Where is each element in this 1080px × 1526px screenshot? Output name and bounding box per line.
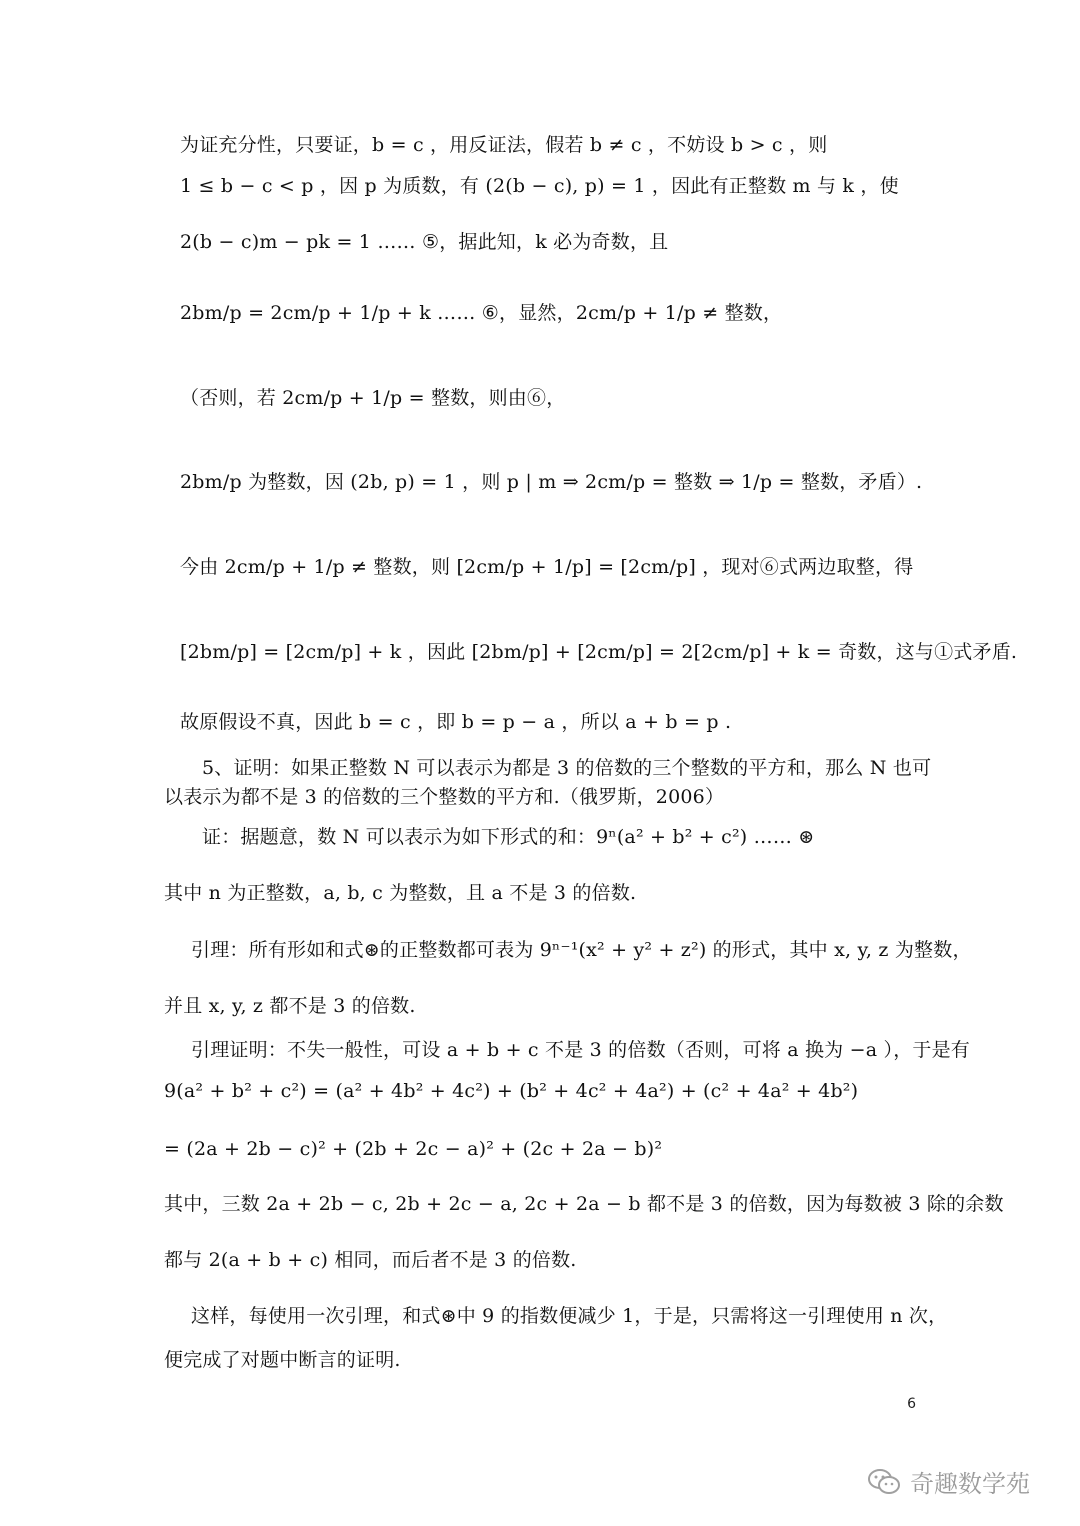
equation-line: [2bm/p] = [2cm/p] + k ，因此 [2bm/p] + [2cm/p] = 2[2cm/p] + k = 奇数，这与①式矛盾.	[180, 641, 1018, 663]
text-line: 1 ≤ b − c < p ，因 p 为质数，有 (2(b − c), p) = 1 ，因此有正整数 m 与 k ，使	[180, 175, 899, 197]
text-line: 为证充分性，只要证，b = c ，用反证法，假若 b ≠ c ，不妨设 b > c ，则	[180, 134, 828, 156]
text-line: 引理证明：不失一般性，可设 a + b + c 不是 3 的倍数（否则，可将 a 换为 −a ），于是有	[191, 1039, 971, 1061]
equation-line: 9(a² + b² + c²) = (a² + 4b² + 4c²) + (b² + 4c² + 4a²) + (c² + 4a² + 4b²)	[164, 1080, 859, 1102]
text-line: 其中，三数 2a + 2b − c, 2b + 2c − a, 2c + 2a − b 都不是 3 的倍数，因为每数被 3 除的余数	[164, 1193, 1004, 1215]
equation-line: = (2a + 2b − c)² + (2b + 2c − a)² + (2c + 2a − b)²	[164, 1138, 663, 1160]
text-line: 2(b − c)m − pk = 1 …… ⑤，据此知，k 必为奇数，且	[180, 231, 669, 253]
problem-statement: 以表示为都不是 3 的倍数的三个整数的平方和.（俄罗斯，2006）	[164, 786, 725, 808]
text-line: 这样，每使用一次引理，和式⊛中 9 的指数便减少 1，于是，只需将这一引理使用 n 次，	[191, 1305, 948, 1327]
problem-statement: 5、证明：如果正整数 N 可以表示为都是 3 的倍数的三个整数的平方和，那么 N 也可	[202, 757, 932, 779]
text-line: 证：据题意，数 N 可以表示为如下形式的和：9ⁿ(a² + b² + c²) …… ⊛	[202, 826, 815, 848]
equation-line: 2bm/p = 2cm/p + 1/p + k …… ⑥，显然，2cm/p + 1/p ≠ 整数，	[180, 302, 783, 324]
wechat-icon	[866, 1467, 902, 1497]
watermark	[866, 1464, 1030, 1499]
text-line: 便完成了对题中断言的证明.	[164, 1349, 401, 1371]
lemma-line: 引理：所有形如和式⊛的正整数都可表为 9ⁿ⁻¹(x² + y² + z²) 的形式，其中 x, y, z 为整数，	[191, 939, 972, 961]
page-number: 6	[907, 1396, 916, 1412]
text-line: （否则，若 2cm/p + 1/p = 整数，则由⑥，	[180, 387, 566, 409]
text-line: 故原假设不真，因此 b = c ，即 b = p − a ，所以 a + b = p .	[180, 711, 732, 733]
equation-line: 2bm/p 为整数，因 (2b, p) = 1 ，则 p | m ⇒ 2cm/p = 整数 ⇒ 1/p = 整数，矛盾）.	[180, 471, 923, 493]
watermark-text: 奇趣数学苑	[910, 1470, 1030, 1498]
text-line: 其中 n 为正整数，a, b, c 为整数，且 a 不是 3 的倍数.	[164, 882, 637, 904]
equation-line: 今由 2cm/p + 1/p ≠ 整数，则 [2cm/p + 1/p] = [2cm/p] ，现对⑥式两边取整，得	[180, 556, 914, 578]
text-line: 都与 2(a + b + c) 相同，而后者不是 3 的倍数.	[164, 1249, 577, 1271]
lemma-line: 并且 x, y, z 都不是 3 的倍数.	[164, 995, 416, 1017]
